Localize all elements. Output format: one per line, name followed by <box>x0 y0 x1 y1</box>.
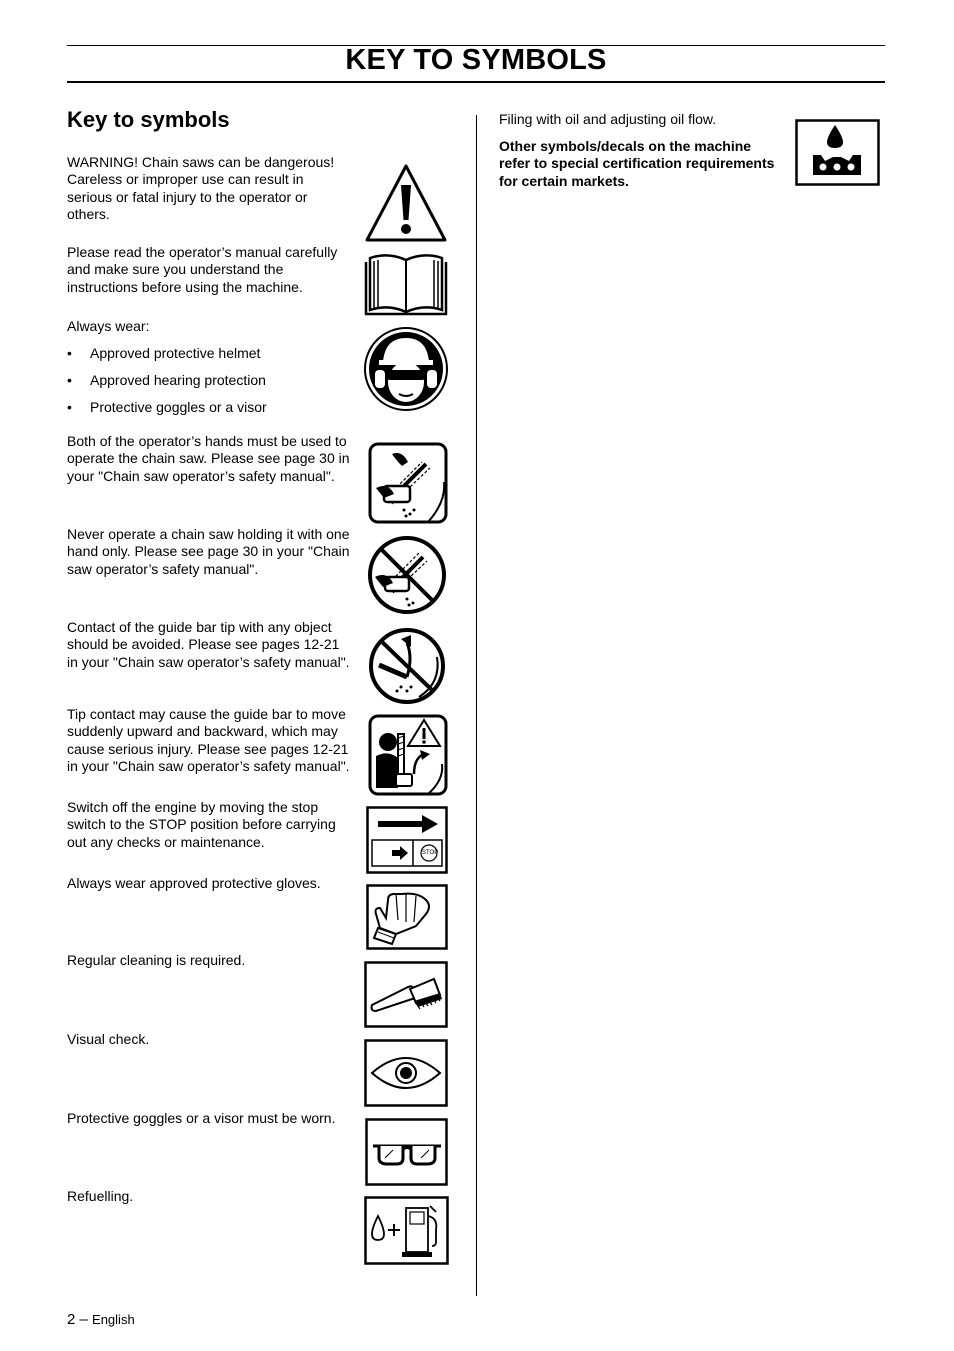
other-symbols-text: Other symbols/decals on the machine refer to special certification requirements for certain markets. <box>499 138 775 189</box>
helmet-hearing-goggles-icon <box>363 326 449 412</box>
stop-switch-icon <box>366 806 448 874</box>
page-footer <box>67 1311 135 1328</box>
column-divider <box>476 115 477 1296</box>
section-title: Key to symbols <box>67 107 230 132</box>
two-hands-chainsaw-icon <box>368 442 448 524</box>
page-header-title: KEY TO SYMBOLS <box>345 44 607 76</box>
goggles-icon <box>365 1118 448 1186</box>
warning-triangle-icon <box>364 163 448 243</box>
stop-label: STOP <box>422 850 439 856</box>
stop-switch-text: Switch off the engine by moving the stop switch to the STOP position before carrying out any checks or maintenance. <box>67 799 336 850</box>
open-book-icon <box>364 252 448 316</box>
protective-glove-icon <box>366 884 448 950</box>
refuelling-icon <box>364 1196 449 1265</box>
kickback-text: Tip contact may cause the guide bar to move suddenly upward and backward, which may cause serious injury. Please see pages 12-21 in your "Chain saw operator’s safety manual". <box>67 706 350 774</box>
read-manual-text: Please read the operator’s manual carefully and make sure you understand the instructions before using the machine. <box>67 244 338 295</box>
goggles-text: Protective goggles or a visor must be worn. <box>67 1110 336 1126</box>
cleaning-brush-icon <box>364 961 448 1028</box>
one-hand-text: Never operate a chain saw holding it with one hand only. Please see page 30 in your "Chain saw operator’s safety manual". <box>67 526 350 577</box>
warning-text: WARNING! Chain saws can be dangerous! Careless or improper use can result in serious or fatal injury to the operator or others. <box>67 154 335 222</box>
two-hands-text: Both of the operator’s hands must be used to operate the chain saw. Please see page 30 in your "Chain saw operator’s safety manual". <box>67 433 350 484</box>
oil-drop-chain-icon <box>795 119 880 186</box>
gloves-text: Always wear approved protective gloves. <box>67 875 321 891</box>
footer-language: English <box>92 1312 135 1327</box>
kickback-warning-icon <box>368 714 448 796</box>
tip-contact-text: Contact of the guide bar tip with any object should be avoided. Please see pages 12-21 in your "Chain saw operator’s safety manual". <box>67 619 350 670</box>
refuelling-text: Refuelling. <box>67 1188 134 1204</box>
header-bottom-rule <box>67 81 885 83</box>
page-number: 2 – <box>67 1311 88 1328</box>
filing-text: Filing with oil and adjusting oil flow. <box>499 111 717 127</box>
no-tip-contact-icon <box>367 627 447 705</box>
cleaning-text: Regular cleaning is required. <box>67 952 246 968</box>
always-wear-text: Always wear: <box>67 318 150 334</box>
visual-check-text: Visual check. <box>67 1031 150 1047</box>
eye-icon <box>364 1039 448 1107</box>
no-one-hand-chainsaw-icon <box>367 535 447 615</box>
